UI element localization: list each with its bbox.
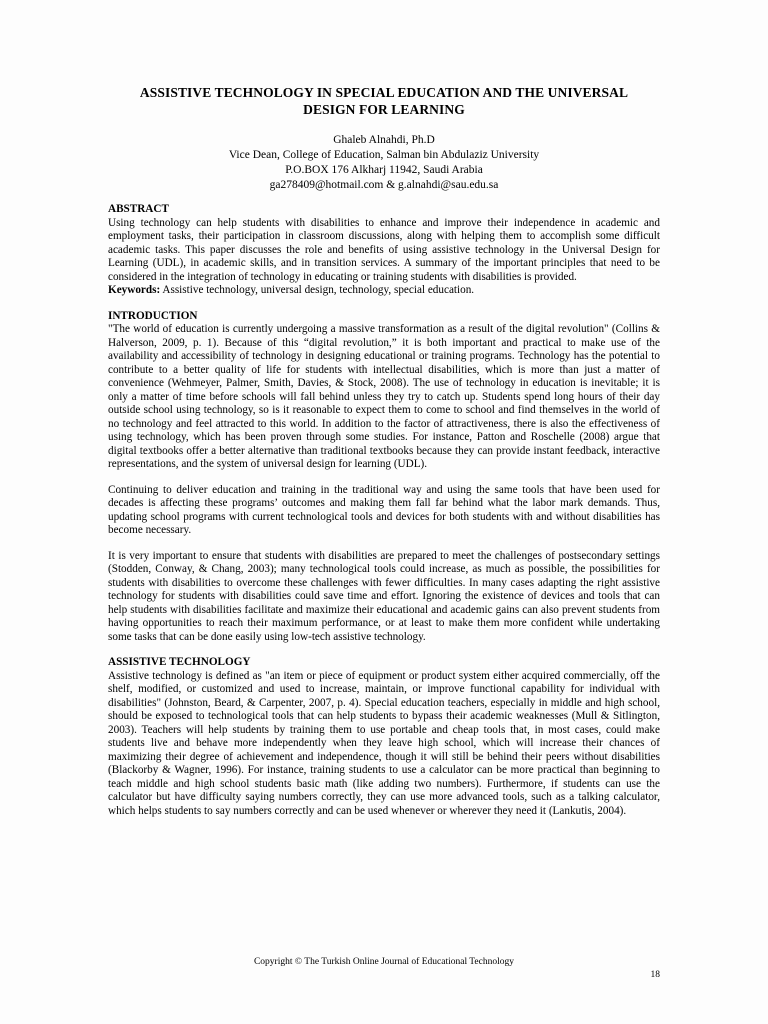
introduction-paragraph-1: "The world of education is currently undergoing a massive transformation as a result of the digital revolution" (Collins & Halverson, 2009, p. 1). Because of this “digital revolution,” it is both important and practical to make use of the availability and accessibility of technology in designing educational or training programs. Technology has the potential to contribute to a better quality of life for students with intellectual disabilities, which is more than just a matter of convenience (Wehmeyer, Palmer, Smith, Davies, & Stock, 2008). The use of technology in education is inevitable; it is only a matter of time before schools will fall behind unless they try to catch up. Students spend long hours of their day outside school using technology, so is it reasonable to expect them to come to school and find themselves in the world of no technology and feel attracted to this world. In addition to the factor of attractiveness, there is also the effectiveness of using technology, which has been proven through some studies. For instance, Patton and Roschelle (2008) argue that digital textbooks offer a better alternative than traditional textbooks because they can provide instant feedback, interactive representations, and the system of universal design for learning (UDL).: [108, 323, 660, 470]
keywords-text: Assistive technology, universal design, technology, special education.: [160, 284, 475, 296]
abstract-heading: ABSTRACT: [108, 203, 169, 215]
paper-title-line-1: ASSISTIVE TECHNOLOGY IN SPECIAL EDUCATION AND THE UNIVERSAL: [139, 85, 629, 100]
author-block: [180, 133, 588, 193]
keywords-label: Keywords:: [108, 284, 161, 296]
author-email: ga278409@hotmail.com & g.alnahdi@sau.edu.sa: [269, 179, 499, 191]
page-number: 18: [650, 970, 660, 980]
author-address: P.O.BOX 176 Alkharj 11942, Saudi Arabia: [285, 164, 483, 176]
introduction-paragraph-2: Continuing to deliver education and training in the traditional way and using the same tools that have been used for decades is affecting these programs’ outcomes and making them fall far behind what the labor mark demands. Thus, updating school programs with current technological tools and devices for both students with and without disabilities has become necessary.: [108, 483, 660, 536]
paper-title: [100, 85, 668, 118]
keywords-line: [108, 284, 660, 298]
assistive-technology-paragraph-1: Assistive technology is defined as "an item or piece of equipment or product system either acquired commercially, off the shelf, modified, or customized and used to increase, maintain, or improve functional capability for individual with disabilities" (Johnston, Beard, & Carpenter, 2007, p. 4). Special education teachers, especially in middle and high school, should be exposed to technological tools that can help students to bypass their academic weaknesses (Mull & Sitlington, 2003). Teachers will help students by training them to use portable and cheap tools that, in most cases, could make students live and behave more independently when they leave high school, which will increase their chances of maximizing their degree of achievement and independence, though it will still be behind their peers without disabilities (Blackorby & Wagner, 1996). For instance, training students to use a calculator can be more practical than beginning to teach middle and high school students basic math (like adding two numbers). Furthermore, if students can use the calculator but have difficulty saying numbers correctly, they can use more advanced tools, such as a talking calculator, which helps students to say numbers correctly and can be used whenever or wherever they need it (Lankutis, 2004).: [108, 669, 660, 817]
introduction-heading: INTRODUCTION: [108, 309, 198, 322]
introduction-paragraph-3: It is very important to ensure that students with disabilities are prepared to meet the challenges of postsecondary settings (Stodden, Conway, & Chang, 2003); many technological tools could increase, as much as possible, the possibilities for students with disabilities to overcome these challenges with fewer difficulties. In many cases adapting the right assistive technology for students with disabilities could save time and effort. Ignoring the existence of devices and tools that can help students with disabilities facilitate and maximize their educational and academic gains can also prevent students from having opportunities to reach their maximum performance, or at least to make them more confident while undertaking some tasks that can be done easily using low-tech assistive technology.: [108, 549, 660, 643]
author-position: Vice Dean, College of Education, Salman bin Abdulaziz University: [228, 149, 540, 161]
assistive-technology-heading: ASSISTIVE TECHNOLOGY: [108, 656, 251, 668]
body-content: [108, 203, 660, 818]
abstract-text: Using technology can help students with disabilities to enhance and improve their independence in academic and employment tasks, their participation in classroom discussions, along with helping them to accomplish some difficult academic tasks. This paper discusses the role and benefits of using assistive technology in the Universal Design for Learning (UDL), in academic skills, and in transition services. A summary of the important principles that need to be considered in the integration of technology in educating or training students with disabilities is provided.: [108, 216, 660, 283]
author-name: Ghaleb Alnahdi, Ph.D: [333, 134, 435, 146]
footer-copyright: Copyright © The Turkish Online Journal of Educational Technology: [253, 957, 515, 967]
paper-title-line-2: DESIGN FOR LEARNING: [303, 101, 465, 117]
